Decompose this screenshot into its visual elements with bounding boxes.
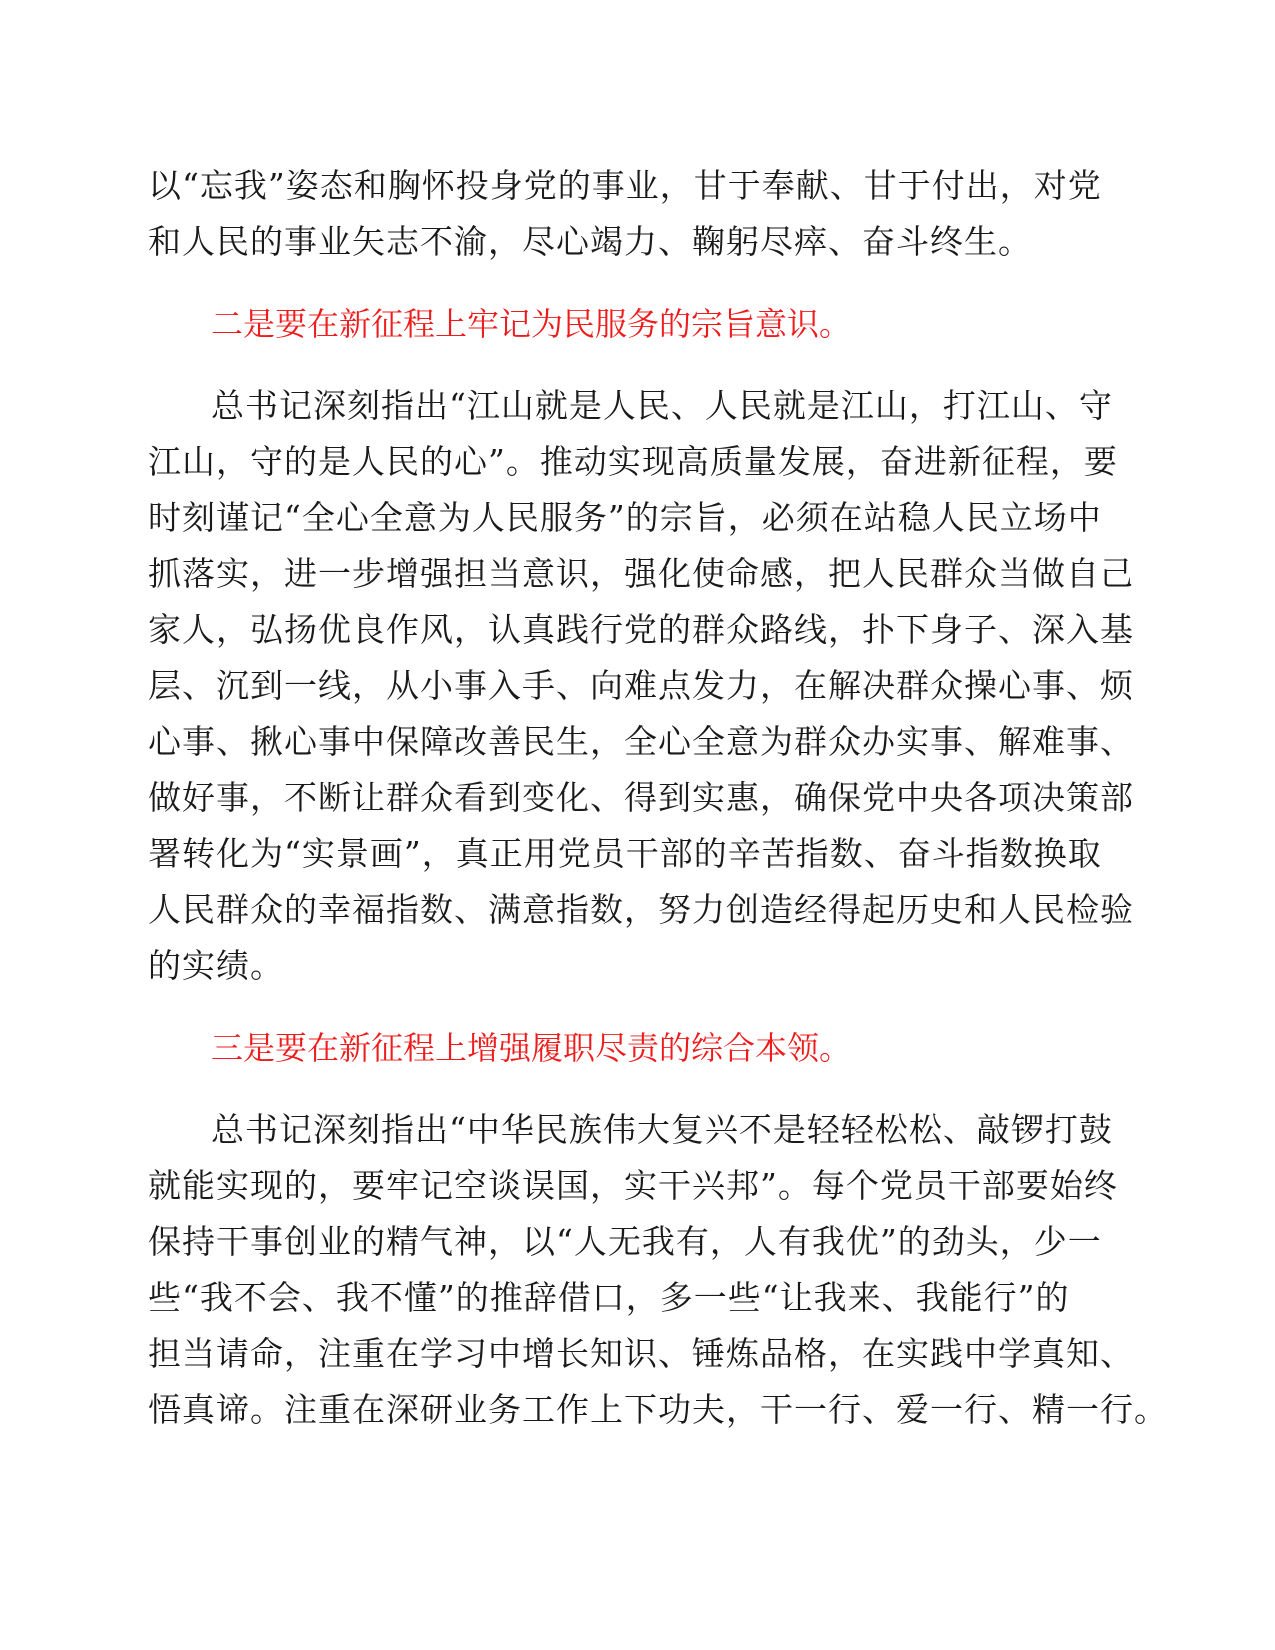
text-line: 时刻谨记“全心全意为人民服务”的宗旨，必须在站稳人民立场中 (148, 498, 1102, 537)
text-line: 心事、揪心事中保障改善民生，全心全意为群众办实事、解难事、 (148, 722, 1134, 761)
text-line: 层、沉到一线，从小事入手、向难点发力，在解决群众操心事、烦 (148, 666, 1134, 705)
section-heading-2: 二是要在新征程上牢记为民服务的宗旨意识。 (211, 305, 852, 343)
text-line: 和人民的事业矢志不渝，尽心竭力、鞠躬尽瘁、奋斗终生。 (148, 222, 1032, 261)
text-line: 以“忘我”姿态和胸怀投身党的事业，甘于奉献、甘于付出，对党 (148, 166, 1102, 205)
text-line: 人民群众的幸福指数、满意指数，努力创造经得起历史和人民检验 (148, 890, 1134, 929)
section-2-paragraph (148, 378, 1134, 994)
section-3-paragraph (148, 1102, 1168, 1438)
text-line: 些“我不会、我不懂”的推辞借口，多一些“让我来、我能行”的 (148, 1278, 1070, 1317)
text-line: 总书记深刻指出“江山就是人民、人民就是江山，打江山、守 (211, 386, 1113, 425)
text-line: 担当请命，注重在学习中增长知识、锤炼品格，在实践中学真知、 (148, 1334, 1134, 1373)
intro-paragraph (148, 158, 1128, 270)
text-line: 悟真谛。注重在深研业务工作上下功夫，干一行、爱一行、精一行。 (148, 1390, 1168, 1429)
text-line: 的实绩。 (148, 946, 284, 985)
document-body (148, 158, 1168, 1438)
section-heading-3: 三是要在新征程上增强履职尽责的综合本领。 (211, 1029, 852, 1067)
text-line: 保持干事创业的精气神，以“人无我有，人有我优”的劲头，少一 (148, 1222, 1102, 1261)
text-line: 署转化为“实景画”，真正用党员干部的辛苦指数、奋斗指数换取 (148, 834, 1102, 873)
text-line: 就能实现的，要牢记空谈误国，实干兴邦”。每个党员干部要始终 (148, 1166, 1118, 1205)
text-line: 江山，守的是人民的心”。推动实现高质量发展，奋进新征程，要 (148, 442, 1118, 481)
text-line: 总书记深刻指出“中华民族伟大复兴不是轻轻松松、敲锣打鼓 (211, 1110, 1113, 1149)
text-line: 抓落实，进一步增强担当意识，强化使命感，把人民群众当做自己 (148, 554, 1134, 593)
text-line: 做好事，不断让群众看到变化、得到实惠，确保党中央各项决策部 (148, 778, 1134, 817)
text-line: 家人，弘扬优良作风，认真践行党的群众路线，扑下身子、深入基 (148, 610, 1134, 649)
